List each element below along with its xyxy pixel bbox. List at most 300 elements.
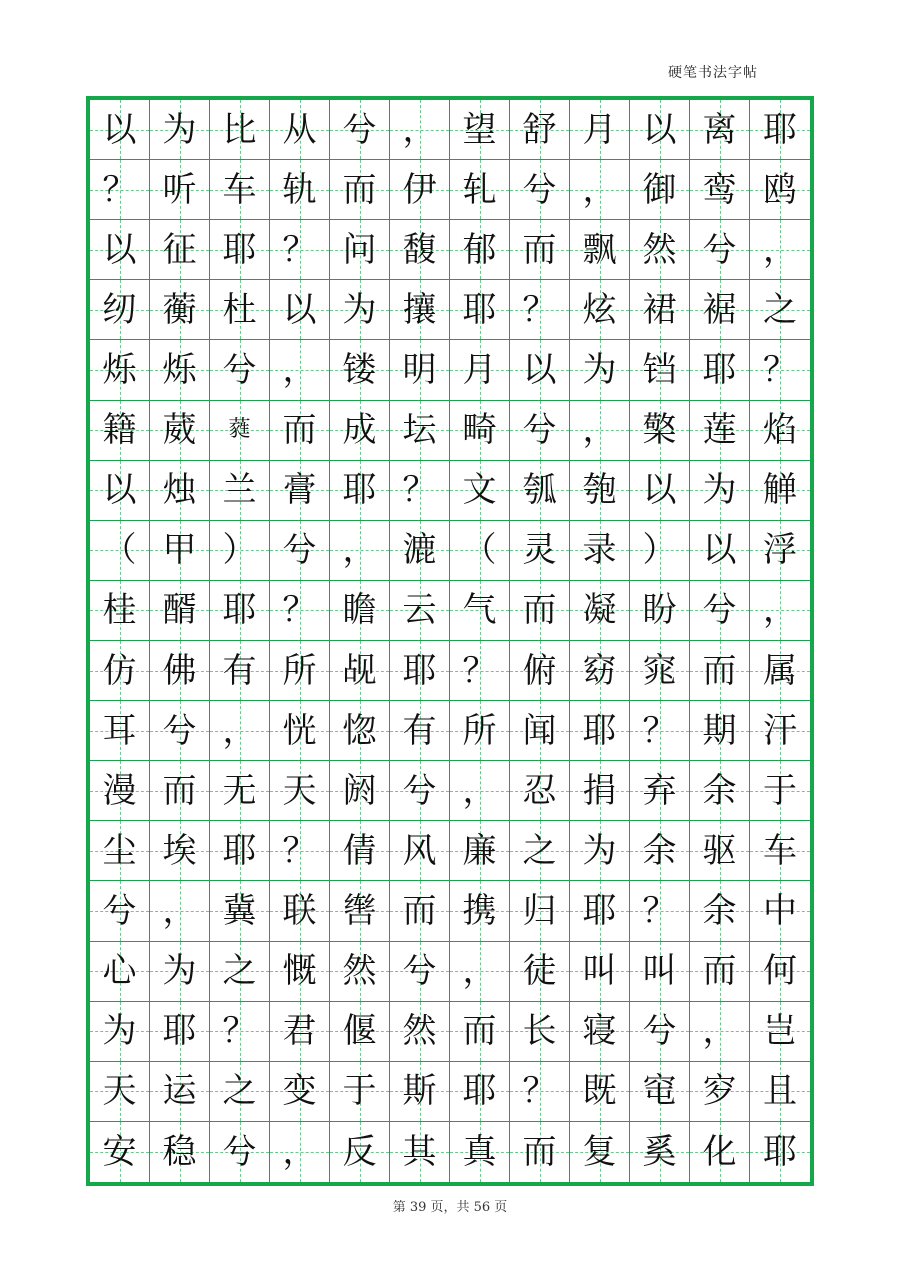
grid-cell [390, 340, 450, 400]
character: 然 [642, 229, 677, 270]
character: 月 [582, 109, 617, 150]
character: 且 [763, 1071, 797, 1112]
character: 录 [582, 530, 617, 571]
grid-cell [570, 581, 630, 641]
character: 余 [642, 830, 677, 871]
grid-cell [630, 942, 690, 1002]
character: （ [102, 530, 137, 571]
grid-cell [510, 942, 570, 1002]
character: 以 [522, 349, 557, 390]
grid-cell [390, 701, 450, 761]
grid-cell [690, 701, 750, 761]
grid-cell [330, 160, 390, 220]
character: 兮 [402, 770, 437, 811]
grid-cell [330, 521, 390, 581]
character: 而 [342, 169, 377, 210]
character: 蘅 [162, 289, 197, 330]
grid-cell [390, 401, 450, 461]
grid-cell [270, 881, 330, 941]
character: 伊 [402, 169, 437, 210]
grid-cell [210, 821, 270, 881]
grid-cell [510, 160, 570, 220]
grid-cell [690, 942, 750, 1002]
character: ， [402, 109, 437, 150]
grid-cell [690, 280, 750, 340]
grid-cell [690, 461, 750, 521]
grid-cell [750, 761, 810, 821]
character: 莲 [702, 410, 737, 451]
grid-cell [210, 100, 270, 160]
grid-cell [330, 581, 390, 641]
grid-cell [150, 100, 210, 160]
grid-cell [570, 881, 630, 941]
grid-cell [390, 942, 450, 1002]
character: 而 [522, 590, 557, 631]
character: 檠 [642, 410, 677, 451]
character: 望 [462, 109, 497, 150]
character: 汗 [763, 710, 797, 751]
character: 觇 [342, 650, 377, 691]
grid-cell [90, 280, 150, 340]
grid-cell [150, 1062, 210, 1122]
character: 问 [342, 229, 377, 270]
grid-cell [510, 1002, 570, 1062]
grid-cell [90, 821, 150, 881]
grid-cell [690, 641, 750, 701]
grid-cell [210, 1122, 270, 1182]
character: 飘 [582, 229, 617, 270]
grid-cell [270, 581, 330, 641]
character: 安 [102, 1131, 137, 1172]
grid-cell [750, 641, 810, 701]
grid-cell [510, 340, 570, 400]
grid-cell [270, 701, 330, 761]
character: 化 [702, 1131, 737, 1172]
character: 于 [763, 770, 797, 811]
page-header-title: 硬笔书法字帖 [668, 65, 758, 81]
character: 醑 [162, 590, 197, 631]
character: 佛 [162, 650, 197, 691]
character: ？ [402, 470, 437, 511]
character: 兮 [642, 1011, 677, 1052]
grid-cell [390, 761, 450, 821]
character: 斯 [402, 1071, 437, 1112]
character: 期 [702, 710, 737, 751]
grid-cell [270, 160, 330, 220]
grid-cell [570, 1122, 630, 1182]
character: ， [222, 710, 257, 751]
character: 徒 [522, 951, 557, 992]
grid-cell [210, 641, 270, 701]
character: 辔 [342, 890, 377, 931]
character: 烛 [162, 470, 197, 511]
grid-cell [690, 220, 750, 280]
character: 耶 [763, 1131, 797, 1172]
character: 烁 [102, 349, 137, 390]
character: 坛 [402, 410, 437, 451]
grid-cell [330, 1122, 390, 1182]
character: 耶 [763, 109, 797, 150]
character: 纫 [102, 289, 137, 330]
character: 稳 [162, 1131, 197, 1172]
character: 明 [402, 349, 437, 390]
character: 无 [222, 770, 257, 811]
character: 为 [702, 470, 737, 511]
grid-cell [750, 1002, 810, 1062]
character: 携 [462, 890, 497, 931]
character: 郁 [462, 229, 497, 270]
writing-grid-frame [86, 96, 814, 1186]
character: 所 [462, 710, 497, 751]
grid-cell [90, 1122, 150, 1182]
grid-cell [330, 401, 390, 461]
grid-cell [150, 821, 210, 881]
grid-cell [510, 821, 570, 881]
grid-cell [510, 461, 570, 521]
character: ） [222, 530, 257, 571]
character: 耶 [222, 229, 257, 270]
grid-cell [330, 100, 390, 160]
grid-cell [90, 641, 150, 701]
character: 浮 [763, 530, 797, 571]
grid-cell [450, 641, 510, 701]
grid-cell [690, 881, 750, 941]
character: 轨 [282, 169, 317, 210]
grid-cell [750, 1122, 810, 1182]
grid-cell [570, 942, 630, 1002]
character: 耶 [222, 830, 257, 871]
grid-cell [690, 821, 750, 881]
grid-cell [510, 581, 570, 641]
grid-cell [510, 100, 570, 160]
character: 有 [222, 650, 257, 691]
character: 兰 [222, 470, 257, 511]
grid-cell [90, 160, 150, 220]
grid-cell [450, 1002, 510, 1062]
grid-cell [330, 701, 390, 761]
character: 气 [462, 590, 497, 631]
character: 俯 [522, 650, 557, 691]
grid-cell [210, 280, 270, 340]
character: 既 [582, 1071, 617, 1112]
grid-cell [450, 521, 510, 581]
character: 铛 [642, 349, 677, 390]
grid-cell [750, 581, 810, 641]
character: 之 [222, 951, 257, 992]
character: 而 [462, 1011, 497, 1052]
character: ？ [282, 830, 317, 871]
character: 耶 [402, 650, 437, 691]
character: 兮 [522, 169, 557, 210]
grid-cell [750, 220, 810, 280]
character: 耶 [702, 349, 737, 390]
grid-cell [510, 280, 570, 340]
character: 成 [342, 410, 377, 451]
character: 而 [702, 951, 737, 992]
grid-cell [630, 220, 690, 280]
grid-cell [270, 340, 330, 400]
grid-cell [750, 340, 810, 400]
grid-cell [690, 340, 750, 400]
character: 馥 [402, 229, 437, 270]
grid-cell [510, 401, 570, 461]
grid-cell [570, 1062, 630, 1122]
grid-cell [690, 1122, 750, 1182]
character: 裙 [642, 289, 677, 330]
character: ， [282, 1131, 317, 1172]
grid-cell [210, 160, 270, 220]
character: 征 [162, 229, 197, 270]
character: 冀 [222, 890, 257, 931]
grid-cell [690, 100, 750, 160]
character: 奚 [642, 1131, 677, 1172]
character: 倩 [342, 830, 377, 871]
character: 惚 [342, 710, 377, 751]
grid-cell [630, 641, 690, 701]
character: 之 [763, 289, 797, 330]
grid-cell [150, 340, 210, 400]
character: 复 [582, 1131, 617, 1172]
character: 以 [642, 470, 677, 511]
character: 轧 [462, 169, 497, 210]
grid-cell [210, 461, 270, 521]
character: 运 [162, 1071, 197, 1112]
character: 心 [102, 951, 137, 992]
grid-cell [270, 1002, 330, 1062]
grid-cell [630, 581, 690, 641]
grid-cell [150, 461, 210, 521]
character: 兮 [702, 229, 737, 270]
character: 为 [162, 109, 197, 150]
character: 弃 [642, 770, 677, 811]
character: 耶 [342, 470, 377, 511]
grid-cell [210, 340, 270, 400]
grid-cell [150, 581, 210, 641]
character: 埃 [162, 830, 197, 871]
character: 为 [102, 1011, 137, 1052]
grid-cell [630, 821, 690, 881]
grid-cell [690, 1002, 750, 1062]
character: 漫 [102, 770, 137, 811]
character: 而 [522, 1131, 557, 1172]
character: 耶 [582, 710, 617, 751]
grid-cell [150, 641, 210, 701]
character: 从 [282, 109, 317, 150]
grid-cell [150, 942, 210, 1002]
character: 兮 [102, 890, 137, 931]
character: 慨 [282, 951, 317, 992]
grid-cell [750, 881, 810, 941]
character: 仿 [102, 650, 137, 691]
character: ， [582, 410, 617, 451]
character: 叫 [582, 951, 617, 992]
grid-cell [750, 401, 810, 461]
character: ？ [522, 289, 557, 330]
grid-cell [150, 220, 210, 280]
character: 比 [222, 109, 257, 150]
grid-cell [390, 521, 450, 581]
character: 中 [763, 890, 797, 931]
grid-cell [630, 461, 690, 521]
grid-cell [690, 521, 750, 581]
character: 然 [402, 1011, 437, 1052]
grid-cell [570, 220, 630, 280]
character: ， [282, 349, 317, 390]
character: 葳 [162, 410, 197, 451]
character: 而 [402, 890, 437, 931]
character: 舒 [522, 109, 557, 150]
character: 瓠 [522, 470, 557, 511]
grid-cell [630, 1122, 690, 1182]
character: 联 [282, 890, 317, 931]
character: 耶 [222, 590, 257, 631]
grid-cell [270, 521, 330, 581]
character: 为 [342, 289, 377, 330]
grid-cell [90, 701, 150, 761]
grid-cell [630, 100, 690, 160]
character: 窕 [642, 650, 677, 691]
character: ？ [282, 590, 317, 631]
grid-cell [450, 942, 510, 1002]
character: 籍 [102, 410, 137, 451]
character: 膏 [282, 470, 317, 511]
grid-cell [750, 942, 810, 1002]
grid-cell [330, 340, 390, 400]
grid-cell [510, 1062, 570, 1122]
character: 所 [282, 650, 317, 691]
grid-cell [90, 401, 150, 461]
grid-cell [210, 220, 270, 280]
character: 然 [342, 951, 377, 992]
grid-cell [450, 761, 510, 821]
grid-cell [630, 340, 690, 400]
grid-cell [510, 641, 570, 701]
grid-cell [90, 761, 150, 821]
grid-cell [270, 821, 330, 881]
grid-cell [270, 461, 330, 521]
grid-cell [570, 821, 630, 881]
character: 耶 [462, 289, 497, 330]
character: ， [702, 1011, 737, 1052]
character: 为 [582, 830, 617, 871]
grid-cell [690, 401, 750, 461]
grid-cell [150, 1122, 210, 1182]
character: 岂 [763, 1011, 797, 1052]
grid-cell [630, 1062, 690, 1122]
grid-cell [450, 340, 510, 400]
grid-cell [150, 521, 210, 581]
grid-cell [90, 100, 150, 160]
grid-cell [570, 761, 630, 821]
grid-cell [570, 160, 630, 220]
character: 廉 [462, 830, 497, 871]
grid-cell [210, 701, 270, 761]
grid-cell [630, 881, 690, 941]
grid-cell [630, 1002, 690, 1062]
character: 盼 [642, 590, 677, 631]
grid-cell [90, 581, 150, 641]
grid-cell [450, 100, 510, 160]
grid-cell [330, 1002, 390, 1062]
character: ？ [763, 349, 797, 390]
character: 兮 [402, 951, 437, 992]
character: 车 [763, 830, 797, 871]
character: 寝 [582, 1011, 617, 1052]
character: 离 [702, 109, 737, 150]
character: 于 [342, 1071, 377, 1112]
character: 车 [222, 169, 257, 210]
character: 鸥 [763, 169, 797, 210]
character: 炫 [582, 289, 617, 330]
character: 杜 [222, 289, 257, 330]
character: 御 [642, 169, 677, 210]
character: 兮 [522, 410, 557, 451]
grid-cell [270, 942, 330, 1002]
grid-cell [450, 461, 510, 521]
character: 而 [282, 410, 317, 451]
character: 灵 [522, 530, 557, 571]
character: 焰 [763, 410, 797, 451]
character: ？ [642, 710, 677, 751]
character: 变 [282, 1071, 317, 1112]
character: 月 [462, 349, 497, 390]
grid-cell [630, 280, 690, 340]
grid-cell [570, 280, 630, 340]
grid-cell [570, 521, 630, 581]
grid-cell [390, 461, 450, 521]
grid-cell [90, 461, 150, 521]
grid-cell [330, 280, 390, 340]
character: 穸 [702, 1071, 737, 1112]
grid-cell [210, 401, 270, 461]
grid-cell [390, 821, 450, 881]
grid-cell [330, 761, 390, 821]
grid-cell [690, 1062, 750, 1122]
character: 恍 [282, 710, 317, 751]
character: 以 [642, 109, 677, 150]
grid-cell [390, 881, 450, 941]
character: 攘 [402, 289, 437, 330]
character: ， [582, 169, 617, 210]
character: 耶 [462, 1071, 497, 1112]
character: 归 [522, 890, 557, 931]
character: ？ [462, 650, 497, 691]
grid-cell [270, 1062, 330, 1122]
grid-cell [210, 1002, 270, 1062]
grid-cell [270, 761, 330, 821]
grid-cell [150, 160, 210, 220]
grid-cell [390, 280, 450, 340]
character: 兮 [342, 109, 377, 150]
character: 听 [162, 169, 197, 210]
grid-cell [330, 461, 390, 521]
grid-cell [90, 942, 150, 1002]
character: 为 [582, 349, 617, 390]
grid-cell [630, 521, 690, 581]
grid-cell [450, 401, 510, 461]
grid-cell [450, 701, 510, 761]
character: 匏 [582, 470, 617, 511]
grid-cell [450, 581, 510, 641]
character: ？ [102, 169, 137, 210]
character: 有 [402, 710, 437, 751]
character: 闻 [522, 710, 557, 751]
character: 属 [763, 650, 797, 691]
character: 君 [282, 1011, 317, 1052]
grid-cell [750, 1062, 810, 1122]
character: ， [763, 590, 797, 631]
character: 以 [282, 289, 317, 330]
